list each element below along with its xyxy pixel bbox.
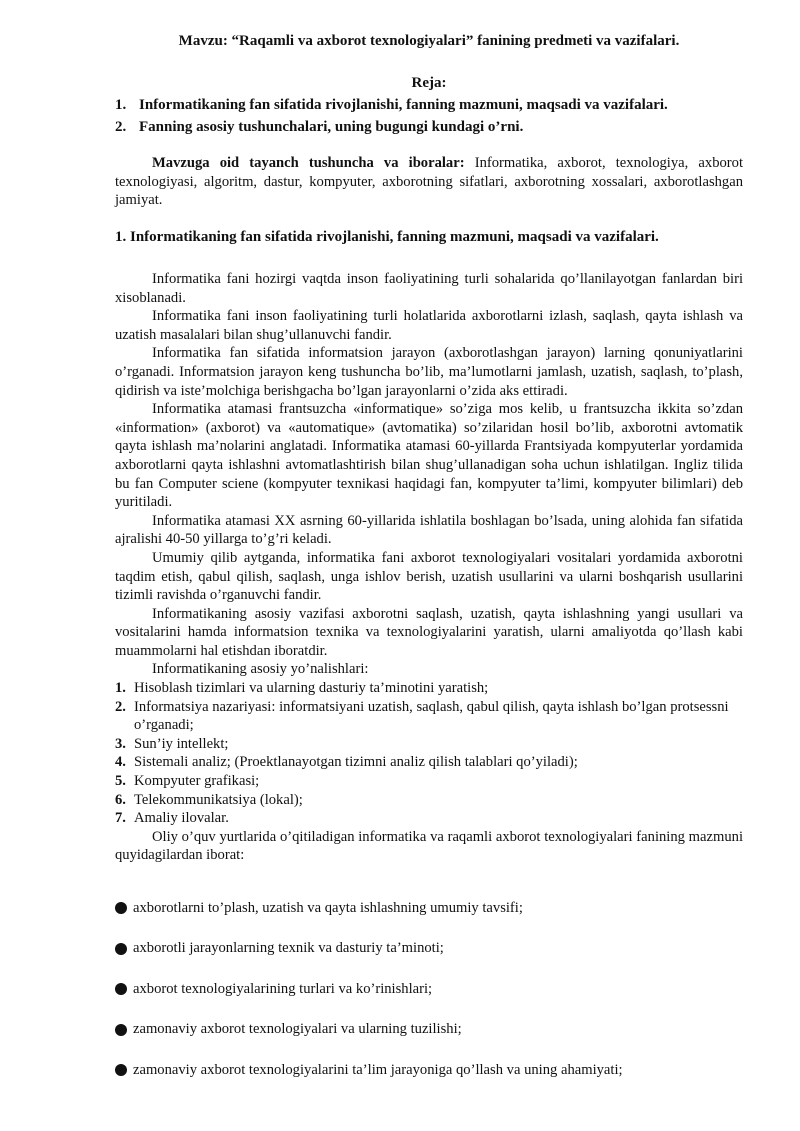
body-paragraph: Informatika atamasi frantsuzcha «informatique» so’ziga mos kelib, u frantsuzcha ikkita so’zdan «information» (axborot) va «automatique» (avtomatika) so’zilaridan hosil bo’lib, axborotni avtomatik qayta ishlash ma’nolarini anglatadi. Informatika atamasi 60-yillarda Frantsiyada kompyuterlar yordamida axborotlarni qayta ishlashni avtomatlashtirish bilan shug’ullanadigan soha uchun ishlatilgan. Ingliz tilida bu fan Computer sciene (kompyuter texnikasi haqidagi fan, kompyuter ta’limi, kompyuter bilimlari) deb yuritiladi. [115, 401, 743, 511]
bullet-item [115, 1010, 755, 1051]
key-terms-text: Informatika, axborot, texnologiya, axborot texnologiyasi, algoritm, dastur, kompyuter, axborotning sifatlari, axborotning xossalari, axborotlashgan jamiyat. [115, 155, 743, 209]
body-paragraph: Informatika fani hozirgi vaqtda inson faoliyatining turli sohalarida qo’llanilayotgan fanlardan biri xisoblanadi. [115, 271, 743, 306]
bullet-text: axborotli jarayonlarning texnik va dasturiy ta’minoti; [133, 940, 444, 957]
body-paragraph: Informatikaning asosiy vazifasi axborotni saqlash, uzatish, qayta ishlashning yangi usullari va vositalarini hamda informatsion texnika va texnologiyalarini yaratish, ularni amaliyotda qo’llash kabi muammolarni hal etishdan iboratdir. [115, 605, 743, 659]
directions-intro: Informatikaning asosiy yo’nalishlari: [152, 661, 369, 678]
direction-item [115, 772, 743, 791]
direction-item [115, 809, 743, 828]
bullet-dot-icon [115, 1024, 127, 1036]
direction-item [115, 698, 743, 735]
direction-text: Telekommunikatsiya (lokal); [134, 791, 303, 808]
direction-number: 1. [115, 680, 126, 697]
plan-item [115, 94, 755, 116]
key-terms-paragraph [115, 154, 743, 210]
direction-number: 4. [115, 754, 126, 771]
bullet-dot-icon [115, 983, 127, 995]
key-terms-label: Mavzuga oid tayanch tushuncha va iboralar: [152, 155, 465, 171]
direction-number: 5. [115, 773, 126, 790]
direction-text: Sun’iy intellekt; [134, 735, 229, 752]
direction-number: 7. [115, 810, 126, 827]
bullet-item [115, 929, 755, 970]
section-heading: 1. Informatikaning fan sifatida rivojlanishi, fanning mazmuni, maqsadi va vazifalari. [115, 229, 659, 245]
plan-item [115, 116, 755, 138]
content-bullet-list [115, 888, 755, 1091]
bullet-text: zamonaviy axborot texnologiyalarini ta’lim jarayoniga qo’llash va uning ahamiyati; [133, 1061, 623, 1078]
body-paragraph: Informatika fani inson faoliyatining turli holatlarida axborotlarni izlash, saqlash, qayta ishlash va uzatish masalalari bilan shug’ullanuvchi fandir. [115, 308, 743, 343]
direction-item [115, 791, 743, 810]
body-paragraph: Informatika atamasi XX asrning 60-yillarida ishlatila boshlagan bo’lsada, uning alohida fan sifatida ajralishi 40-50 yillarga to’g’ri keladi. [115, 512, 743, 548]
bullet-dot-icon [115, 943, 127, 955]
direction-item [115, 735, 743, 754]
direction-number: 2. [115, 698, 126, 715]
bullet-dot-icon [115, 1064, 127, 1076]
bullet-text: zamonaviy axborot texnologiyalari va ularning tuzilishi; [133, 1021, 462, 1038]
plan-title: Reja: [411, 75, 447, 91]
bullet-text: axborotlarni to’plash, uzatish va qayta ishlashning umumiy tavsifi; [133, 899, 523, 916]
plan-item-text: Fanning asosiy tushunchalari, uning bugungi kundagi o’rni. [139, 119, 524, 135]
direction-text: Sistemali analiz; (Proektlanayotgan tizimni analiz qilish talablari qo’yiladi); [134, 754, 578, 771]
direction-text: Informatsiya nazariyasi: informatsiyani uzatish, saqlash, qabul qilish, qayta ishlash bo’lgan protsessni o’rganadi; [134, 698, 729, 734]
direction-number: 6. [115, 791, 126, 808]
direction-text: Kompyuter grafikasi; [134, 773, 260, 790]
directions-list [115, 679, 743, 828]
plan-item-number: 1. [115, 97, 127, 113]
body-paragraph: Umumiy qilib aytganda, informatika fani axborot texnologiyalari vositalari yordamida axborotni taqdim etish, qabul qilish, saqlash, unga ishlov berish, uzatish usullarini va ularni boshqarish usullarini tizimli ravishda o’rganuvchi fandir. [115, 549, 743, 604]
plan-item-number: 2. [115, 119, 127, 135]
bullet-text: axborot texnologiyalarining turlari va ko’rinishlari; [133, 980, 433, 997]
topic-heading: Mavzu: “Raqamli va axborot texnologiyalari” fanining predmeti va vazifalari. [178, 33, 680, 49]
main-text [115, 270, 743, 865]
content-intro-paragraph: Oliy o’quv yurtlarida o’qitiladigan informatika va raqamli axborot texnologiyalari fanining mazmuni quyidagilardan iborat: [115, 828, 743, 864]
direction-number: 3. [115, 735, 126, 752]
bullet-item [115, 969, 755, 1010]
bullet-item [115, 1050, 755, 1091]
direction-text: Hisoblash tizimlari va ularning dasturiy ta’minotini yaratish; [134, 680, 489, 697]
direction-item [115, 679, 743, 698]
bullet-item [115, 888, 755, 929]
plan-item-text: Informatikaning fan sifatida rivojlanishi, fanning mazmuni, maqsadi va vazifalari. [139, 97, 668, 113]
plan-list [115, 94, 755, 138]
body-paragraph: Informatika fan sifatida informatsion jarayon (axborotlashgan jarayon) larning qonuniyatlarini o’rganadi. Informatsion jarayon keng tushuncha bo’lib, ma’lumotlarni jamlash, uzatish, saqlash, to’plash, qidirish va iste’molchiga berishgacha bo’lgan jarayonlarni o’zida aks ettiradi. [115, 345, 743, 399]
direction-item [115, 753, 743, 772]
direction-text: Amaliy ilovalar. [134, 810, 229, 827]
bullet-dot-icon [115, 902, 127, 914]
